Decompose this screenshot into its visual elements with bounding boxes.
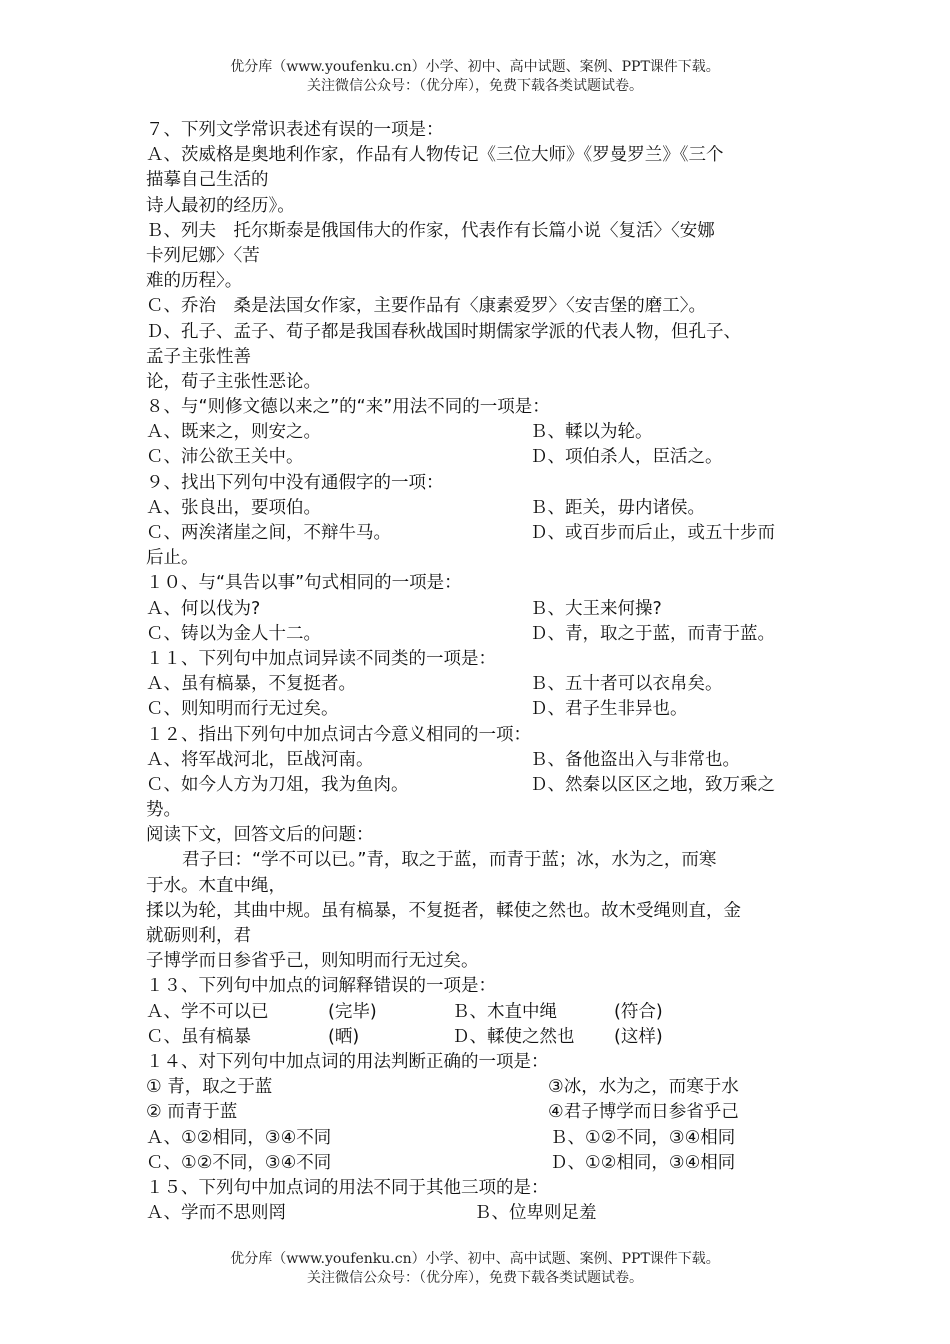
- q12-stem: １２、指出下列句中加点词古今意义相同的一项：: [146, 724, 531, 745]
- q11-stem: １１、下列句中加点词异读不同类的一项是：: [146, 648, 496, 669]
- q7-option-a-cont: 诗人最初的经历》。: [146, 195, 295, 216]
- q14-option-c: Ｃ、①②不同，③④不同: [146, 1152, 332, 1173]
- q14-stem: １４、对下列句中加点词的用法判断正确的一项是：: [146, 1051, 549, 1072]
- q15-row-1: [146, 1201, 806, 1226]
- q15-option-b: Ｂ、位卑则足羞: [474, 1203, 597, 1224]
- q13-stem: １３、下列句中加点的词解释错误的一项是：: [146, 976, 496, 997]
- page-header: [0, 58, 950, 96]
- passage-line: 就砺则利，君: [146, 926, 251, 946]
- q12-option-d: Ｄ、然秦以区区之地，致万乘之: [530, 774, 775, 795]
- q12-option-a: Ａ、将军战河北，臣战河南。: [146, 749, 374, 770]
- q7-option-b-cont: 卡列尼娜〉〈苦: [146, 245, 260, 266]
- footer-line-1: 优分库（www.youfenku.cn）小学、初中、高中试题、案例、PPT课件下载。: [230, 1251, 720, 1267]
- q10-option-c: Ｃ、铸以为金人十二。: [146, 623, 321, 644]
- q8-row-2: [146, 445, 806, 470]
- q12-option-c: Ｃ、如今人方为刀俎，我为鱼肉。: [146, 774, 409, 795]
- q9-option-d-cont: 后止。: [146, 548, 199, 569]
- q14-row-1: [146, 1075, 806, 1100]
- passage-line: 于水。木直中绳，: [146, 875, 286, 896]
- q9-stem: ９、找出下列句中没有通假字的一项：: [146, 472, 444, 493]
- q7-option-d-cont: 孟子主张性善: [146, 346, 251, 367]
- q7-option-b: Ｂ、列夫 托尔斯泰是俄国伟大的作家，代表作有长篇小说〈复活〉〈安娜: [146, 220, 715, 241]
- q15-option-a: Ａ、学而不思则罔: [146, 1203, 286, 1224]
- q7-option-b-cont: 难的历程〉。: [146, 271, 243, 292]
- q10-row-1: [146, 597, 806, 622]
- q8-row-1: [146, 420, 806, 445]
- q12-option-b: Ｂ、备他盗出入与非常也。: [530, 749, 740, 770]
- q12-option-d-cont: 势。: [146, 800, 181, 821]
- q9-option-a: Ａ、张良出，要项伯。: [146, 497, 321, 518]
- q14-option-b: Ｂ、①②不同，③④相同: [550, 1127, 736, 1148]
- q13-option-b-note: (符合): [614, 1001, 663, 1022]
- q9-row-1: [146, 496, 806, 521]
- footer-line-2: 关注微信公众号：（优分库），免费下载各类试题试卷。: [307, 1270, 643, 1286]
- q13-option-a: Ａ、学不可以已: [146, 1001, 269, 1022]
- q13-option-c-note: (晒): [328, 1026, 360, 1047]
- passage-intro: 阅读下文，回答文后的问题：: [146, 825, 374, 846]
- page-footer: [0, 1250, 950, 1288]
- q13-row-1: [146, 1000, 806, 1025]
- q14-option-a: Ａ、①②相同，③④不同: [146, 1127, 332, 1148]
- q14-row-2: [146, 1100, 806, 1125]
- q10-option-b: Ｂ、大王来何操?: [530, 598, 662, 619]
- q13-row-2: [146, 1025, 806, 1050]
- q8-option-a: Ａ、既来之，则安之。: [146, 422, 321, 443]
- q10-row-2: [146, 622, 806, 647]
- q14-sentence-2: ② 而青于蓝: [146, 1102, 238, 1123]
- q14-sentence-3: ③冰，水为之，而寒于水: [548, 1077, 739, 1098]
- q12-row-2: [146, 773, 806, 798]
- q7-option-d-cont: 论，荀子主张性恶论。: [146, 371, 321, 392]
- q11-option-d: Ｄ、君子生非异也。: [530, 699, 688, 720]
- q11-row-2: [146, 697, 806, 722]
- passage-line: 揉以为轮，其曲中规。虽有槁暴，不复挺者，輮使之然也。故木受绳则直，金: [146, 900, 741, 921]
- q9-option-d: Ｄ、或百步而后止，或五十步而: [530, 523, 775, 543]
- q12-row-1: [146, 748, 806, 773]
- q10-stem: １０、与“具告以事”句式相同的一项是：: [146, 573, 462, 594]
- q11-row-1: [146, 672, 806, 697]
- q9-option-c: Ｃ、两涘渚崖之间，不辩牛马。: [146, 523, 391, 543]
- q7-stem: ７、下列文学常识表述有误的一项是：: [146, 120, 444, 140]
- q9-row-2: [146, 521, 806, 546]
- q14-row-4: [146, 1151, 806, 1176]
- q10-option-d: Ｄ、青，取之于蓝，而青于蓝。: [530, 623, 775, 644]
- q14-option-d: Ｄ、①②相同，③④相同: [550, 1152, 736, 1173]
- q11-option-b: Ｂ、五十者可以衣帛矣。: [530, 674, 723, 695]
- q8-stem: ８、与“则修文德以来之”的“来”用法不同的一项是：: [146, 397, 550, 418]
- q10-option-a: Ａ、何以伐为?: [146, 598, 261, 619]
- header-line-1: 优分库（www.youfenku.cn）小学、初中、高中试题、案例、PPT课件下载。: [230, 59, 720, 75]
- q9-option-b: Ｂ、距关，毋内诸侯。: [530, 497, 705, 518]
- q7-option-d: Ｄ、孔子、孟子、荀子都是我国春秋战国时期儒家学派的代表人物，但孔子、: [146, 321, 741, 342]
- q14-row-3: [146, 1126, 806, 1151]
- q14-sentence-4: ④君子博学而日参省乎己: [548, 1102, 739, 1123]
- q7-option-a-cont: 描摹自己生活的: [146, 170, 269, 191]
- q13-option-d-note: (这样): [614, 1026, 663, 1047]
- q7-option-c: Ｃ、乔治 桑是法国女作家，主要作品有〈康素爱罗〉〈安吉堡的磨工〉。: [146, 296, 706, 317]
- q13-option-b: Ｂ、木直中绳: [452, 1001, 557, 1022]
- q7-option-a: Ａ、茨威格是奥地利作家，作品有人物传记《三位大师》《罗曼罗兰》《三个: [146, 145, 724, 166]
- q11-option-c: Ｃ、则知明而行无过矣。: [146, 699, 339, 720]
- exam-content: [146, 118, 806, 1226]
- q13-option-a-note: (完毕): [328, 1001, 377, 1022]
- passage-line: 子博学而日参省乎己，则知明而行无过矣。: [146, 951, 479, 972]
- header-line-2: 关注微信公众号：（优分库），免费下载各类试题试卷。: [307, 78, 643, 94]
- passage-line: 君子曰：“学不可以已。”青，取之于蓝，而青于蓝；冰，水为之，而寒: [182, 850, 717, 871]
- q8-option-c: Ｃ、沛公欲王关中。: [146, 447, 304, 468]
- q8-option-d: Ｄ、项伯杀人，臣活之。: [530, 447, 723, 468]
- q15-stem: １５、下列句中加点词的用法不同于其他三项的是：: [146, 1177, 549, 1198]
- q13-option-c: Ｃ、虽有槁暴: [146, 1026, 251, 1047]
- q14-sentence-1: ① 青，取之于蓝: [146, 1077, 273, 1098]
- q13-option-d: Ｄ、輮使之然也: [452, 1026, 575, 1047]
- q8-option-b: Ｂ、輮以为轮。: [530, 422, 653, 443]
- q11-option-a: Ａ、虽有槁暴，不复挺者。: [146, 674, 356, 695]
